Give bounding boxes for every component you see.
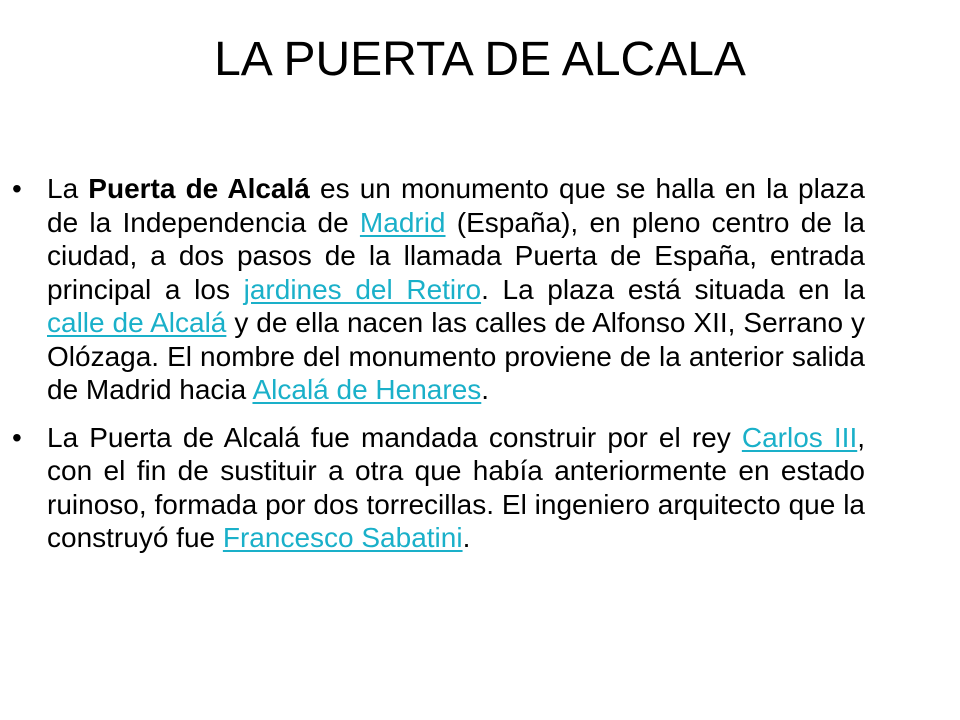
link-madrid[interactable]: Madrid: [359, 206, 446, 238]
link-calle-de-alcala[interactable]: calle de Alcalá: [47, 307, 227, 338]
bullet-marker: •: [12, 421, 22, 453]
text-segment: .: [481, 374, 490, 405]
paragraph-1: [47, 173, 865, 405]
text-segment: La: [47, 173, 89, 204]
link-alcala-de-henares[interactable]: Alcalá de Henares: [252, 374, 482, 405]
text-segment: (España), en pleno centro de la ciudad, a dos pasos de la llamada Puerta de España, entrada principal a los: [47, 206, 865, 305]
bullet-list: [0, 172, 960, 569]
paragraph-2: [47, 422, 865, 554]
link-francesco-sabatini[interactable]: Francesco Sabatini: [222, 522, 463, 553]
link-jardines-del-retiro[interactable]: jardines del Retiro: [243, 273, 482, 305]
text-segment: y de ella nacen las calles de Alfonso XII, Serrano y Olózaga. El nombre del monumento proviene de la anterior salida de Madrid hacia: [47, 307, 865, 405]
text-segment: . La plaza está situada en la: [481, 273, 866, 305]
bullet-marker: •: [12, 173, 22, 204]
text-segment: , con el fin de sustituir a otra que había anteriormente en estado ruinoso, formada por dos torrecillas. El ingeniero arquitecto que la construyó fue: [47, 421, 866, 553]
text-segment: La Puerta de Alcalá fue mandada construir por el rey: [47, 421, 742, 453]
text-segment: es un monumento que se halla en la plaza de la Independencia de: [47, 173, 865, 238]
bold-term: Puerta de Alcalá: [88, 173, 310, 204]
bullet-item-1: [0, 172, 960, 407]
bullet-item-2: [0, 421, 960, 555]
slide-title: LA PUERTA DE ALCALA: [214, 33, 746, 86]
link-carlos-iii[interactable]: Carlos III: [741, 421, 858, 453]
text-segment: .: [462, 522, 471, 553]
